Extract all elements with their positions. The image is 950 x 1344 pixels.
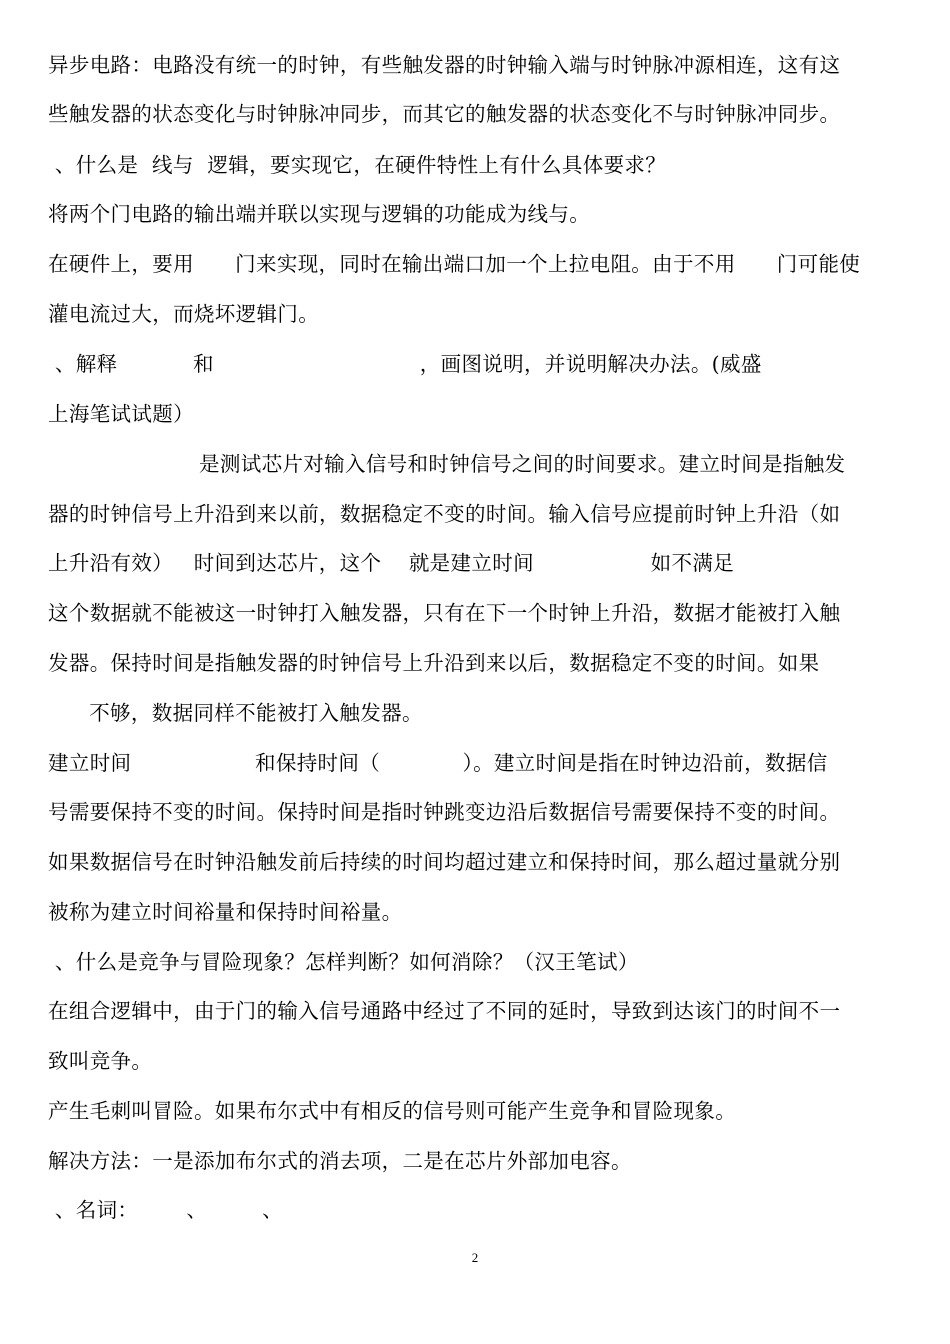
text-line: 发器。保持时间是指触发器的时钟信号上升沿到来以后，数据稳定不变的时间。如果	[48, 651, 820, 675]
text-line: 异步电路：电路没有统一的时钟，有些触发器的时钟输入端与时钟脉冲源相连，这有这	[48, 53, 841, 77]
text-line: 些触发器的状态变化与时钟脉冲同步，而其它的触发器的状态变化不与时钟脉冲同步。	[48, 102, 841, 126]
text-line: 被称为建立时间裕量和保持时间裕量。	[48, 900, 403, 924]
text-line: 如果数据信号在时钟沿触发前后持续的时间均超过建立和保持时间，那么超过量就分别	[48, 850, 841, 874]
text-line: 在硬件上，要用 门来实现，同时在输出端口加一个上拉电阻。由于不用 门可能使	[48, 252, 861, 276]
question-heading: 、解释 和 ，画图说明，并说明解决办法。(威盛	[48, 352, 762, 376]
question-heading: 、什么是 线与 逻辑，要实现它，在硬件特性上有什么具体要求？	[48, 153, 667, 177]
text-line: 解决方法：一是添加布尔式的消去项，二是在芯片外部加电容。	[48, 1149, 632, 1173]
text-line: 建立时间 和保持时间（ ）。建立时间是指在时钟边沿前，数据信	[48, 751, 828, 775]
question-heading: 、名词： 、 、	[48, 1198, 283, 1222]
text-line: 在组合逻辑中，由于门的输入信号通路中经过了不同的延时，导致到达该门的时间不一	[48, 999, 841, 1023]
text-line: 这个数据就不能被这一时钟打入触发器，只有在下一个时钟上升沿，数据才能被打入触	[48, 601, 841, 625]
text-line: 不够，数据同样不能被打入触发器。	[48, 701, 423, 725]
text-line: 将两个门电路的输出端并联以实现与逻辑的功能成为线与。	[48, 202, 591, 226]
text-line: 是测试芯片对输入信号和时钟信号之间的时间要求。建立时间是指触发	[48, 452, 846, 476]
text-line: 上升沿有效） 时间到达芯片，这个 就是建立时间 如不满足	[48, 551, 735, 575]
text-line: 器的时钟信号上升沿到来以前，数据稳定不变的时间。输入信号应提前时钟上升沿（如	[48, 502, 841, 526]
text-line: 号需要保持不变的时间。保持时间是指时钟跳变边沿后数据信号需要保持不变的时间。	[48, 800, 841, 824]
question-heading: 、什么是竞争与冒险现象？怎样判断？如何消除？（汉王笔试）	[48, 950, 639, 974]
text-line: 上海笔试试题）	[48, 402, 194, 426]
text-line: 产生毛刺叫冒险。如果布尔式中有相反的信号则可能产生竞争和冒险现象。	[48, 1099, 737, 1123]
text-line: 致叫竞争。	[48, 1049, 153, 1073]
text-line: 灌电流过大，而烧坏逻辑门。	[48, 302, 320, 326]
page-number: 2	[471, 1250, 479, 1265]
